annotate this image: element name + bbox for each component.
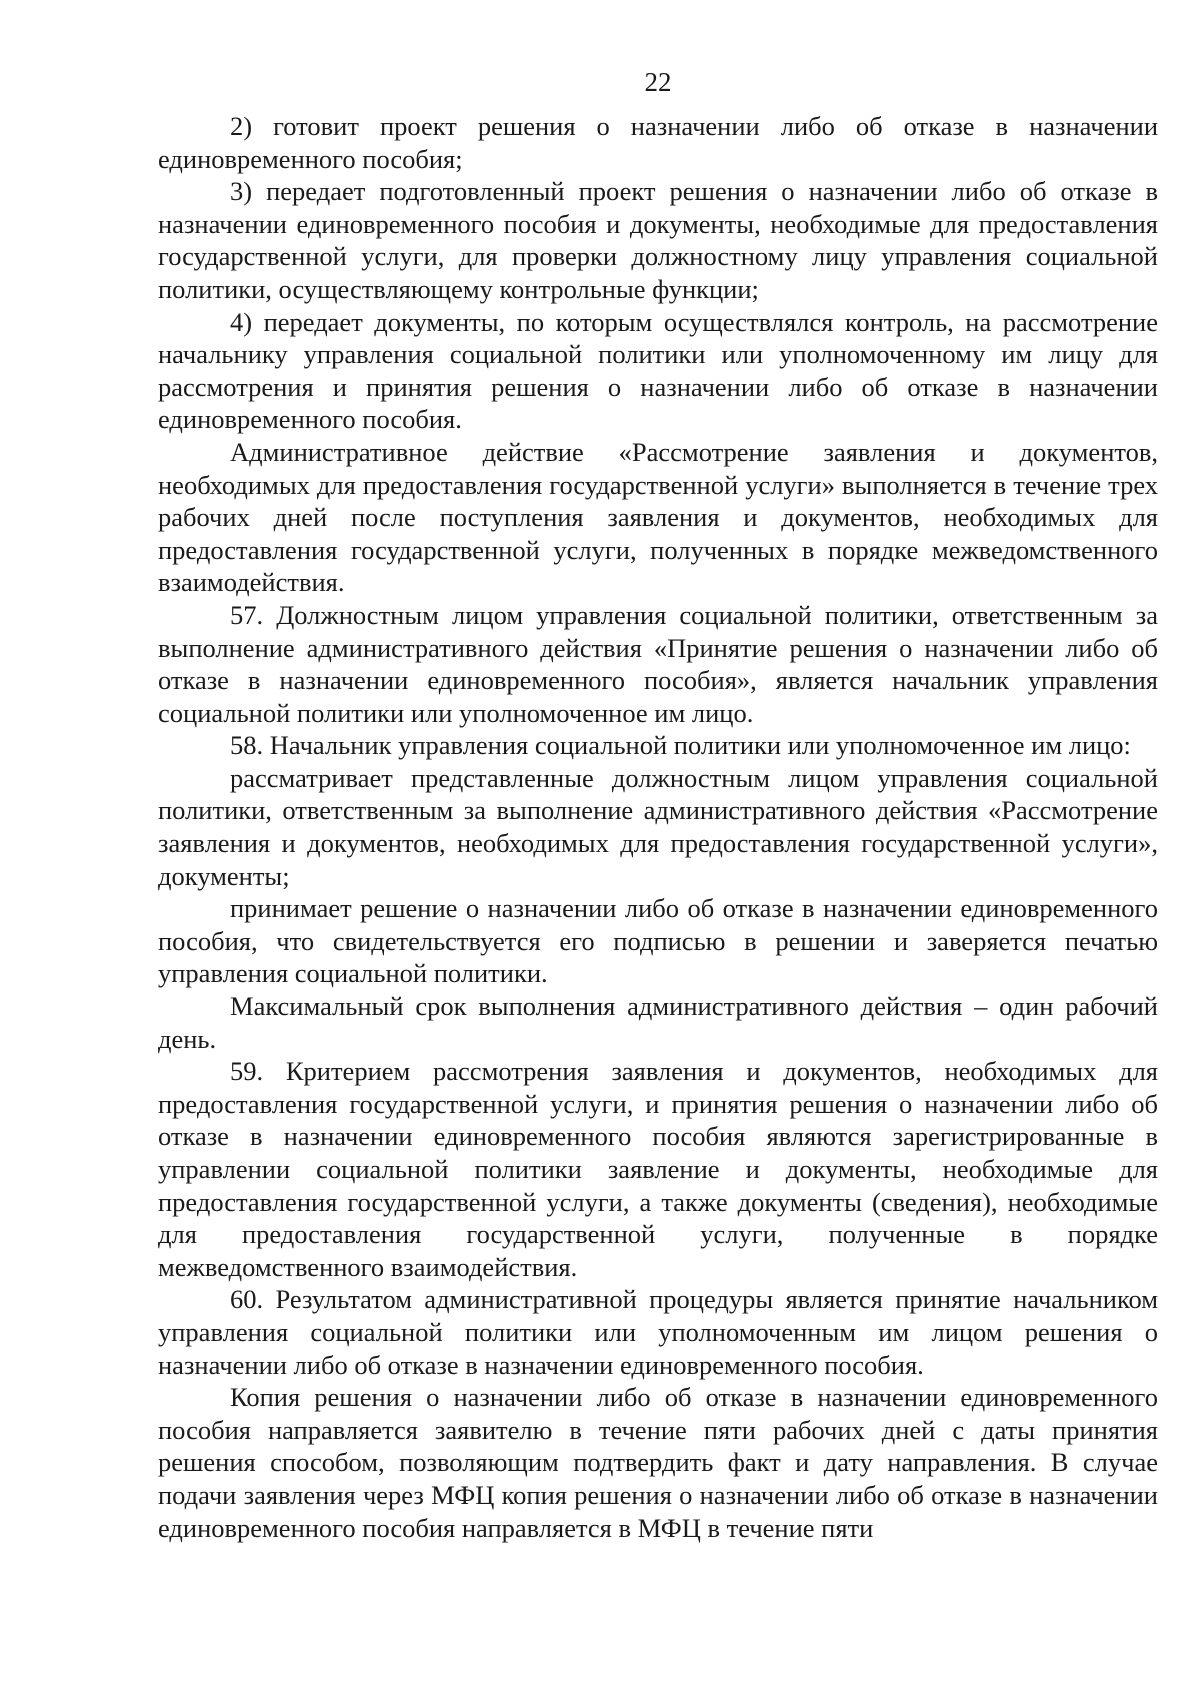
paragraph-60: 60. Результатом административной процедуры является принятие начальником управления социальной политики или уполномоченным им лицом решения о назначении либо об отказе в назначении единовременного пособия. (158, 1284, 1158, 1380)
paragraph-59: 59. Критерием рассмотрения заявления и документов, необходимых для предоставления государственной услуги, и принятия решения о назначении либо об отказе в назначении единовременного пособия являются зарегистрированные в управлении социальной политики заявление и документы, необходимые для предоставления государственной услуги, а также документы (сведения), необходимые для предоставления государственной услуги, полученные в порядке межведомственного взаимодействия. (158, 1056, 1158, 1282)
paragraph-58-decides: принимает решение о назначении либо об отказе в назначении единовременного пособия, что свидетельствуется его подписью в решении и заверяется печатью управления социальной политики. (158, 893, 1158, 989)
paragraph-57: 57. Должностным лицом управления социальной политики, ответственным за выполнение административного действия «Принятие решения о назначении либо об отказе в назначении единовременного пособия», является начальник управления социальной политики или уполномоченное им лицо. (158, 599, 1158, 728)
paragraph-item-3: 3) передает подготовленный проект решения о назначении либо об отказе в назначении единовременного пособия и документы, необходимые для предоставления государственной услуги, для проверки должностному лицу управления социальной политики, осуществляющему контрольные функции; (158, 176, 1158, 304)
paragraph-58-reviews: рассматривает представленные должностным лицом управления социальной политики, ответственным за выполнение административного действия «Рассмотрение заявления и документов, необходимых для предоставления государственной услуги», документы; (158, 762, 1158, 891)
paragraph-58: 58. Начальник управления социальной политики или уполномоченное им лицо: (230, 730, 1131, 761)
paragraph-copy-of-decision: Копия решения о назначении либо об отказе в назначении единовременного пособия направляется заявителю в течение пяти рабочих дней с даты принятия решения способом, позволяющим подтвердить факт и дату направления. В случае подачи заявления через МФЦ копия решения о назначении либо об отказе в назначении единовременного пособия направляется в МФЦ в течение пяти (158, 1382, 1158, 1543)
paragraph-review-deadline: Административное действие «Рассмотрение заявления и документов, необходимых для предоставления государственной услуги» выполняется в течение трех рабочих дней после поступления заявления и документов, необходимых для предоставления государственной услуги, полученных в порядке межведомственного взаимодействия. (158, 436, 1158, 598)
document-page (158, 62, 1158, 1544)
page-number: 22 (644, 67, 672, 97)
paragraph-item-4: 4) передает документы, по которым осуществлялся контроль, на рассмотрение начальнику управления социальной политики или уполномоченному им лицу для рассмотрения и принятия решения о назначении либо об отказе в назначении единовременного пособия. (158, 306, 1158, 435)
paragraph-item-2: 2) готовит проект решения о назначении либо об отказе в назначении единовременного пособия; (158, 111, 1158, 174)
paragraph-max-term: Максимальный срок выполнения административного действия – один рабочий день. (158, 991, 1158, 1054)
